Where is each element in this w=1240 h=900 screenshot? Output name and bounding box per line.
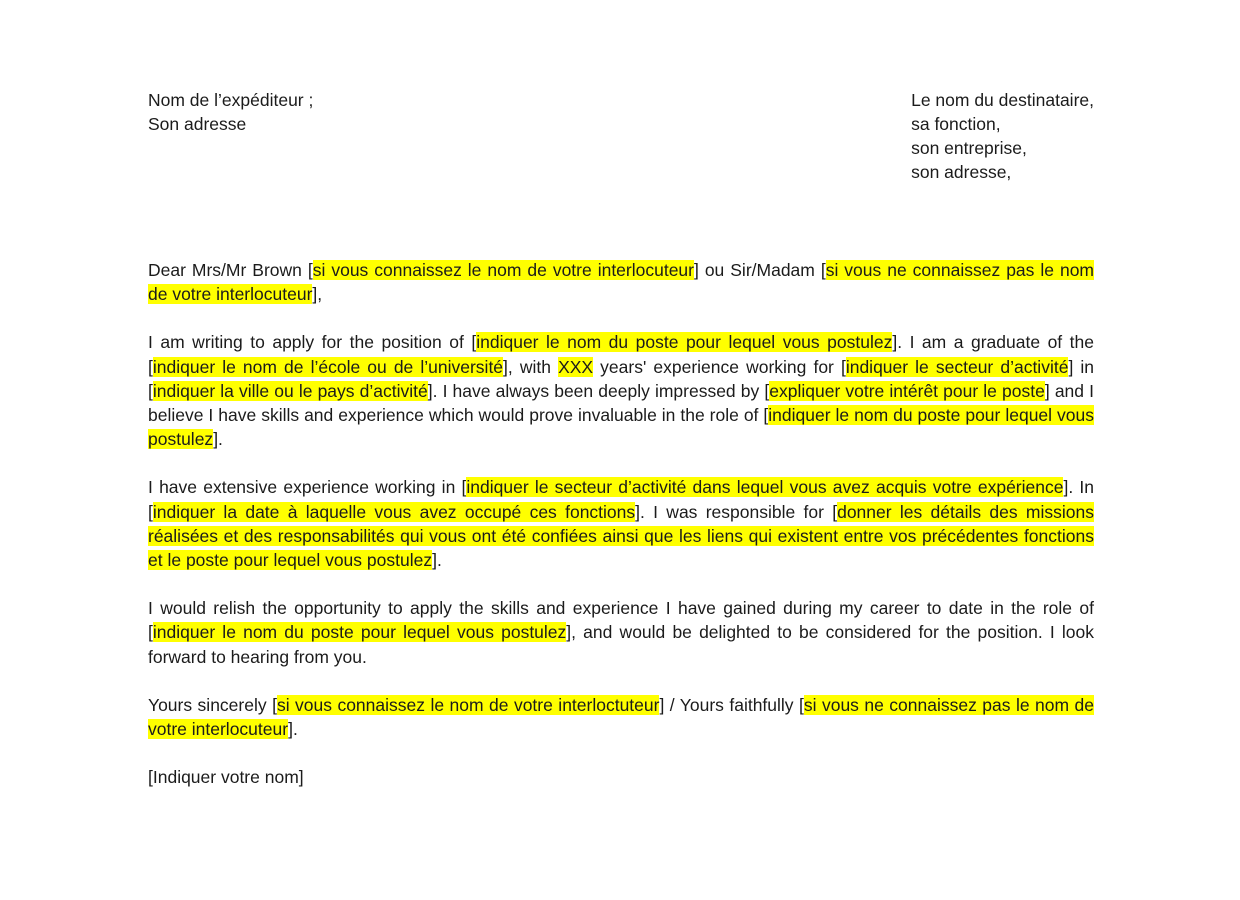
address-line: Nom de l’expéditeur ; <box>148 90 314 110</box>
text-segment: ]. In [ <box>148 477 1095 522</box>
address-line: Son adresse <box>148 114 247 134</box>
highlighted-placeholder: indiquer la ville ou le pays d’activité <box>152 380 428 401</box>
text-segment: I would relish the opportunity to apply the skills and experience I have gained during my career to date in the role of [ <box>148 598 1094 643</box>
address-line: sa fonction, <box>911 114 1001 134</box>
highlighted-placeholder: si vous ne connaissez pas le nom de votre interlocuteur <box>148 694 1095 740</box>
text-segment: ] and I believe I have skills and experience which would prove invaluable in the role of [ <box>148 380 1094 426</box>
text-segment: ], and would be delighted to be considered for the position. I look forward to hearing from you. <box>148 622 1095 667</box>
highlighted-placeholder: indiquer le nom du poste pour lequel vous postulez <box>152 622 567 643</box>
highlighted-placeholder: si vous ne connaissez pas le nom de votre interlocuteur <box>148 260 1095 305</box>
text-segment: ] ou Sir/Madam [ <box>694 260 826 280</box>
highlighted-placeholder: si vous connaissez le nom de votre interlocuteur <box>312 260 694 280</box>
highlighted-placeholder: XXX <box>558 356 594 377</box>
text-segment: ]. <box>288 719 298 740</box>
address-line: son adresse, <box>911 162 1012 182</box>
highlighted-placeholder: indiquer le nom de l’école ou de l’université <box>152 356 504 377</box>
highlighted-placeholder: indiquer la date à laquelle vous avez occupé ces fonctions <box>152 501 636 522</box>
highlighted-placeholder: indiquer le secteur d’activité dans lequel vous avez acquis votre expérience <box>466 477 1064 498</box>
motivation-paragraph <box>148 596 1094 669</box>
text-segment: Yours sincerely [ <box>148 694 277 715</box>
text-segment: ], <box>312 284 323 305</box>
text-segment: ]. <box>213 429 223 450</box>
highlighted-placeholder: si vous connaissez le nom de votre interloctuteur <box>276 694 660 715</box>
address-line: son entreprise, <box>911 138 1027 158</box>
text-segment: ]. I was responsible for [ <box>635 501 838 522</box>
address-line: Le nom du destinataire, <box>911 90 1094 110</box>
text-segment: I am writing to apply for the position of [ <box>148 332 477 353</box>
signature <box>148 765 1094 789</box>
letter-content <box>148 88 1094 789</box>
highlighted-placeholder: indiquer le nom du poste pour lequel vous postulez <box>476 332 893 353</box>
text-segment: ] in [ <box>148 356 1094 401</box>
highlighted-placeholder: indiquer le secteur d’activité <box>845 356 1069 377</box>
text-segment: ]. <box>432 550 442 571</box>
sender-address-block <box>148 88 313 136</box>
text-segment: years' experience working for [ <box>593 356 846 377</box>
highlighted-placeholder: donner les détails des missions réalisées et des responsabilités qui vous ont été confiées ainsi que les liens qui existent entre vos précédentes fonctions et le poste pour lequel vous postulez <box>148 501 1094 571</box>
text-segment: ] / Yours faithfully [ <box>659 694 804 715</box>
text-segment: [Indiquer votre nom] <box>148 767 304 788</box>
closing <box>148 693 1094 741</box>
letter-body <box>148 258 1094 789</box>
experience-paragraph <box>148 475 1094 572</box>
intro-paragraph <box>148 330 1094 451</box>
text-segment: I have extensive experience working in [ <box>148 477 467 498</box>
text-segment: Dear Mrs/Mr Brown [ <box>148 260 313 280</box>
highlighted-placeholder: expliquer votre intérêt pour le poste <box>769 380 1045 401</box>
text-segment: ], with <box>503 356 559 377</box>
letter-header <box>148 88 1094 184</box>
text-segment: ]. I am a graduate of the [ <box>148 332 1094 377</box>
highlighted-placeholder: indiquer le nom du poste pour lequel vous postulez <box>148 405 1094 450</box>
text-segment: ]. I have always been deeply impressed by [ <box>427 380 770 401</box>
recipient-address-block <box>911 88 1094 184</box>
salutation <box>148 258 1094 306</box>
